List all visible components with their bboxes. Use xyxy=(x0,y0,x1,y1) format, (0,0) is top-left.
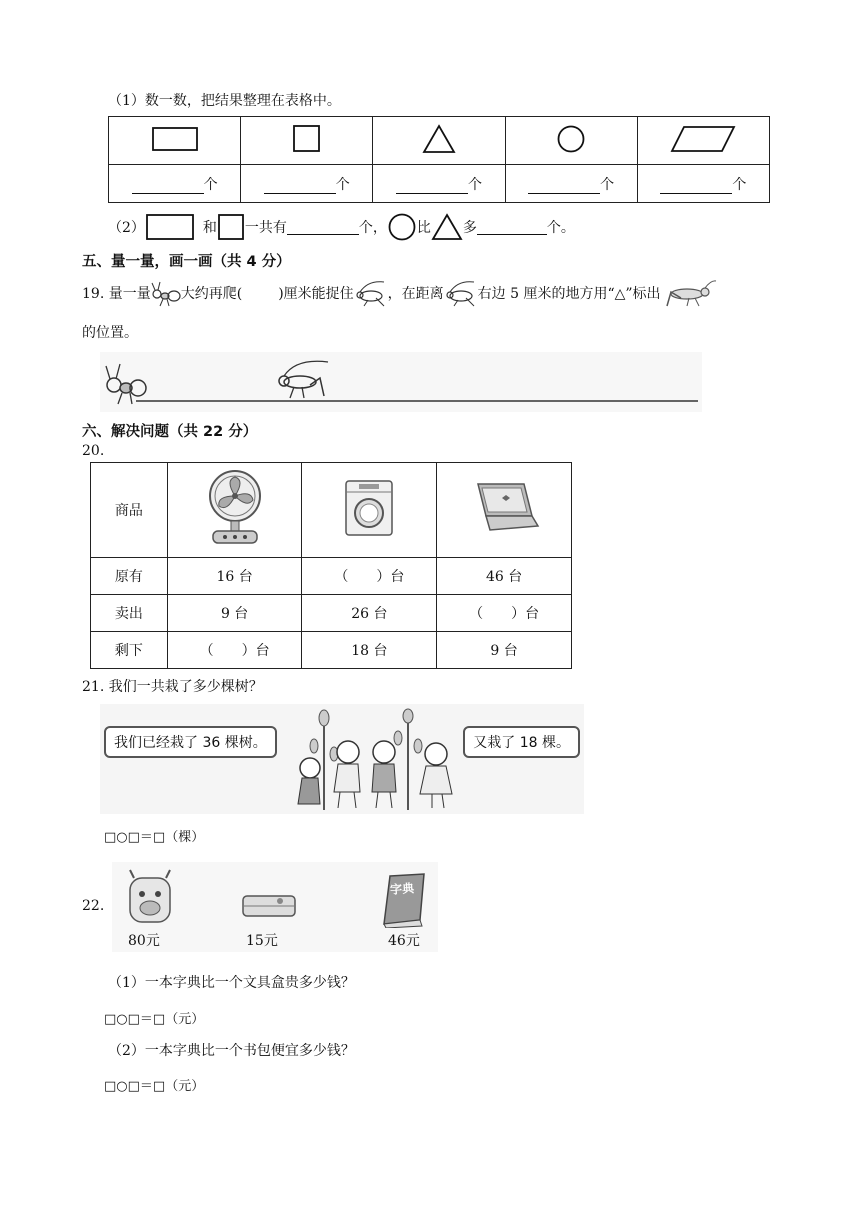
answer-blank[interactable] xyxy=(132,179,204,194)
q22-formula1: □○□＝□（元） xyxy=(104,1012,205,1027)
square-icon xyxy=(292,124,322,154)
ant-icon xyxy=(151,278,181,308)
count-cell xyxy=(637,165,769,203)
q19-text: )厘米能捉住 xyxy=(278,286,354,302)
count-cell xyxy=(373,165,505,203)
unit-text: 个， xyxy=(358,220,387,236)
tree-planting-illustration xyxy=(100,704,584,814)
shape-count-table xyxy=(108,116,770,203)
schoolbag-icon xyxy=(124,868,176,926)
square-icon xyxy=(217,213,245,241)
circle-icon xyxy=(556,124,586,154)
shape-cell xyxy=(505,117,637,165)
parallelogram-icon xyxy=(670,125,736,153)
goods-table xyxy=(90,462,572,669)
grasshopper-icon xyxy=(661,278,717,308)
answer-blank[interactable] xyxy=(287,220,359,235)
total-text: 一共有 xyxy=(244,220,287,236)
speech-bubble-right: 又栽了 18 棵。 xyxy=(463,726,580,758)
rectangle-icon xyxy=(151,126,199,152)
goods-image-cell xyxy=(302,463,437,558)
unit-label: 个 xyxy=(335,176,350,193)
measure-illustration xyxy=(100,352,702,412)
unit-label: 个 xyxy=(600,176,615,193)
cricket-icon xyxy=(354,278,388,308)
triangle-icon xyxy=(431,213,463,241)
unit-label: 个 xyxy=(732,176,747,193)
q19-text: ，在距离 xyxy=(387,286,444,302)
count-cell xyxy=(505,165,637,203)
rectangle-icon xyxy=(145,213,195,241)
pencil-case-price: 15元 xyxy=(246,933,278,949)
part2-prefix: （2） xyxy=(108,220,145,236)
table-cell: 46 台 xyxy=(437,558,572,595)
q19-line2: 的位置。 xyxy=(82,325,138,341)
answer-blank[interactable] xyxy=(528,179,600,194)
schoolbag-price: 80元 xyxy=(128,933,160,949)
goods-header: 商品 xyxy=(91,463,168,558)
table-cell: 26 台 xyxy=(302,595,437,632)
q19-text: 19. 量一量 xyxy=(82,286,151,302)
dictionary-price: 46元 xyxy=(388,933,420,949)
stationery-illustration xyxy=(112,862,438,952)
q19-text: 右边 5 厘米的地方用“△”标出 xyxy=(477,286,661,302)
q21-formula: □○□＝□（棵） xyxy=(104,830,205,845)
goods-image-cell xyxy=(167,463,302,558)
answer-blank[interactable] xyxy=(477,220,547,235)
goods-image-cell xyxy=(437,463,572,558)
table-cell[interactable]: （ ）台 xyxy=(167,632,302,669)
q18-part2 xyxy=(108,212,575,242)
section5-title: 五、量一量，画一画（共 4 分） xyxy=(82,254,291,270)
q22-sub2: （2）一本字典比一个书包便宜多少钱？ xyxy=(108,1043,355,1059)
pencil-case-icon xyxy=(240,892,298,920)
section6-title: 六、解决问题（共 22 分） xyxy=(82,424,258,440)
q19-line1 xyxy=(82,278,717,308)
row-label: 原有 xyxy=(91,558,168,595)
q19-text: 大约再爬( xyxy=(180,286,243,302)
triangle-icon xyxy=(422,124,456,154)
table-cell: 18 台 xyxy=(302,632,437,669)
washing-machine-icon xyxy=(343,478,395,538)
unit-text: 个。 xyxy=(546,220,575,236)
circle-icon xyxy=(387,212,417,242)
table-cell: 9 台 xyxy=(167,595,302,632)
unit-label: 个 xyxy=(467,176,482,193)
shape-cell xyxy=(241,117,373,165)
table-cell[interactable]: （ ）台 xyxy=(302,558,437,595)
table-cell: 16 台 xyxy=(167,558,302,595)
shape-cell xyxy=(373,117,505,165)
q21-question: 21. 我们一共栽了多少棵树？ xyxy=(82,679,263,695)
than-text: 比 xyxy=(416,220,431,236)
q20-number: 20. xyxy=(82,443,105,459)
q18-part1: （1）数一数，把结果整理在表格中。 xyxy=(108,93,341,109)
more-text: 多 xyxy=(462,220,477,236)
and-text: 和 xyxy=(202,220,217,236)
speech-bubble-left: 我们已经栽了 36 棵树。 xyxy=(104,726,277,758)
q22-number: 22. xyxy=(82,898,105,914)
answer-blank[interactable] xyxy=(264,179,336,194)
shape-cell xyxy=(637,117,769,165)
count-cell xyxy=(241,165,373,203)
answer-blank[interactable] xyxy=(660,179,732,194)
laptop-icon xyxy=(468,480,540,536)
table-cell[interactable]: （ ）台 xyxy=(437,595,572,632)
q22-formula2: □○□＝□（元） xyxy=(104,1079,205,1094)
row-label: 卖出 xyxy=(91,595,168,632)
cricket-icon xyxy=(444,278,478,308)
dictionary-label: 字典 xyxy=(389,881,415,897)
children-planting-icon xyxy=(288,708,464,812)
answer-blank[interactable] xyxy=(396,179,468,194)
table-cell: 9 台 xyxy=(437,632,572,669)
shape-cell xyxy=(109,117,241,165)
unit-label: 个 xyxy=(203,176,218,193)
row-label: 剩下 xyxy=(91,632,168,669)
q22-sub1: （1）一本字典比一个文具盒贵多少钱？ xyxy=(108,975,355,991)
count-cell xyxy=(109,165,241,203)
electric-fan-icon xyxy=(205,468,265,548)
